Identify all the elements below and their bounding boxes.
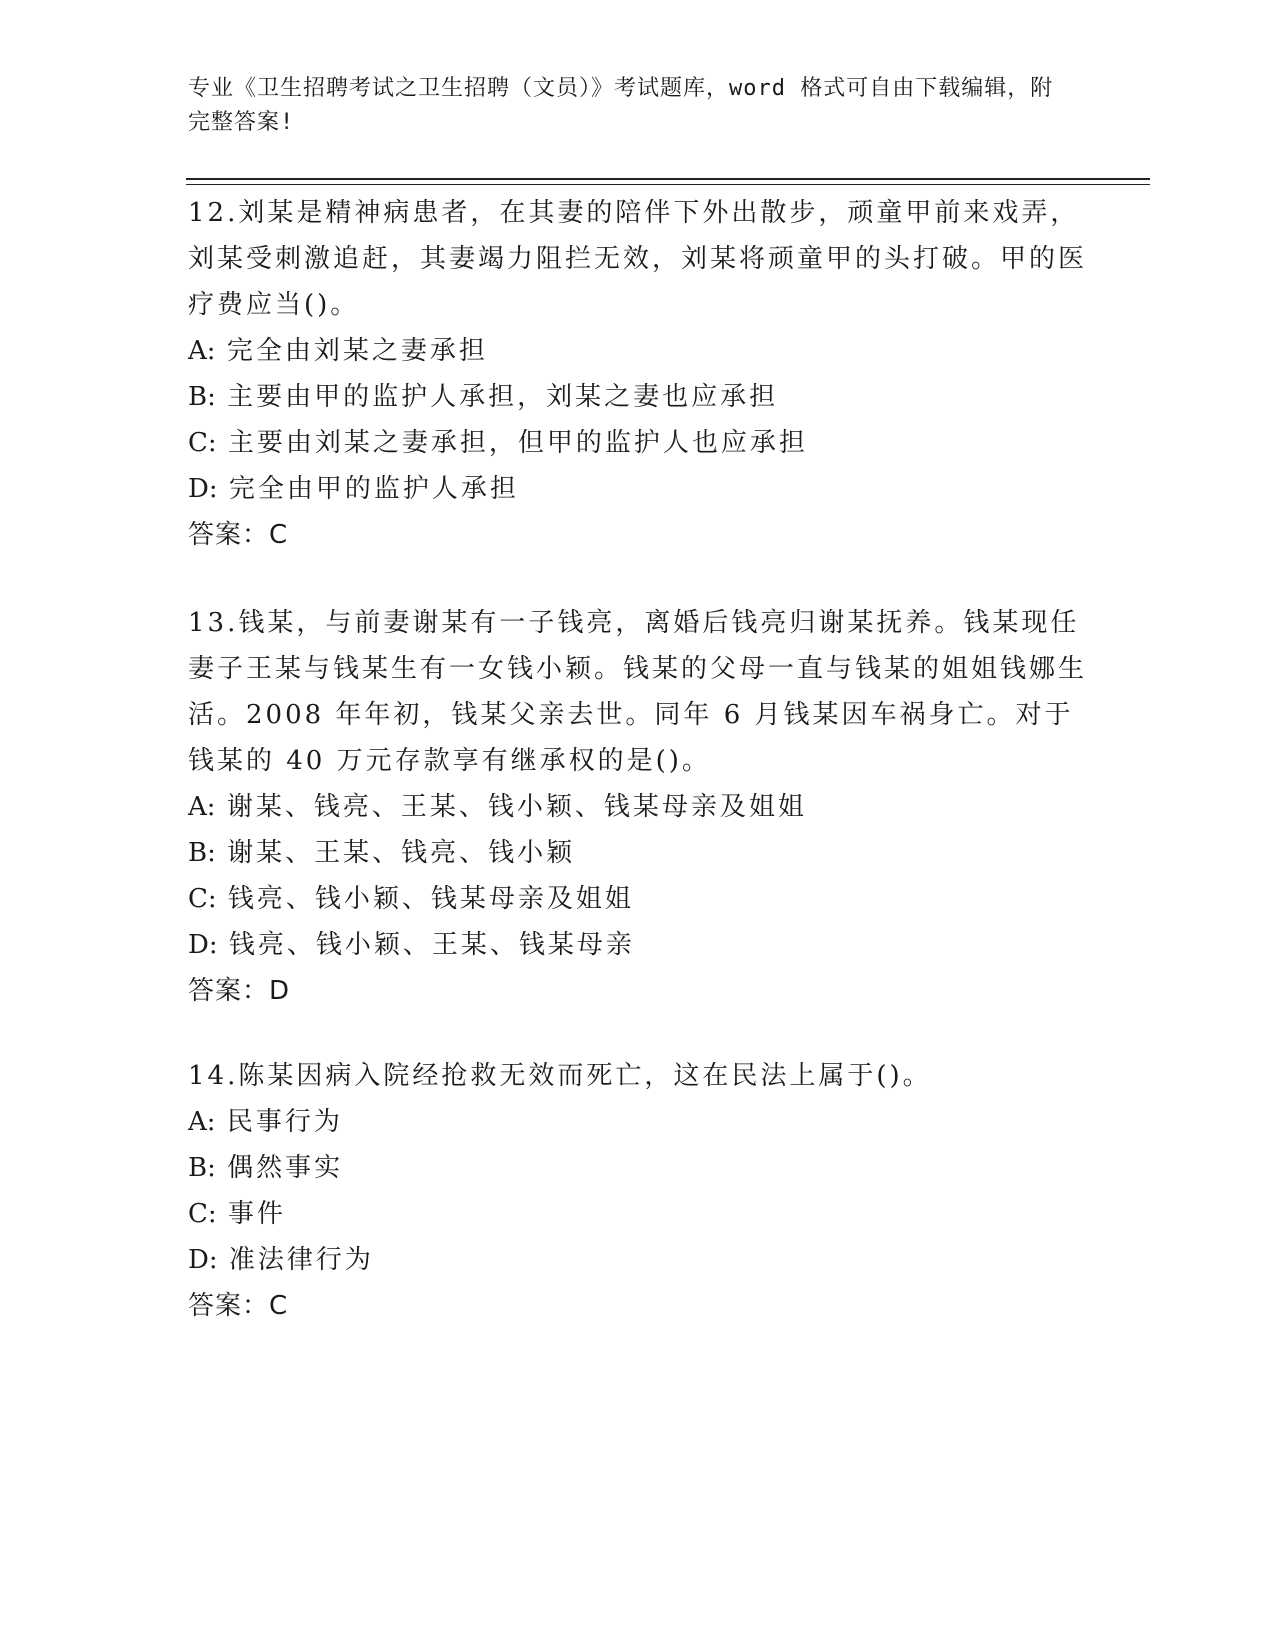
option-a: [188, 784, 1088, 830]
question-stem: 14.陈某因病入院经抢救无效而死亡，这在民法上属于()。: [188, 1061, 932, 1091]
option-letter: B:: [188, 838, 216, 868]
question-14: [188, 1053, 1088, 1329]
question-12: [188, 190, 1088, 558]
option-letter: B:: [188, 1153, 216, 1183]
header-divider-thick: [186, 178, 1150, 180]
option-text: 民事行为: [226, 1107, 343, 1137]
option-c: [188, 1191, 1088, 1237]
option-letter: C:: [188, 884, 217, 914]
option-text: 主要由刘某之妻承担，但甲的监护人也应承担: [227, 428, 808, 458]
option-text: 完全由刘某之妻承担: [226, 336, 488, 366]
option-text: 谢某、王某、钱亮、钱小颖: [227, 838, 576, 868]
option-text: 偶然事实: [227, 1153, 344, 1183]
option-letter: A:: [188, 336, 216, 366]
option-letter: A:: [188, 792, 216, 822]
option-b: [188, 830, 1088, 876]
answer-line: 答案：C: [188, 1291, 289, 1321]
option-d: [188, 466, 1088, 512]
document-header: 专业《卫生招聘考试之卫生招聘（文员）》考试题库，word 格式可自由下载编辑，附完整答案!: [188, 76, 1054, 135]
option-letter: D:: [188, 930, 218, 960]
answer-line: 答案：C: [188, 520, 289, 550]
option-text: 主要由甲的监护人承担，刘某之妻也应承担: [227, 382, 779, 412]
question-stem: 12.刘某是精神病患者，在其妻的陪伴下外出散步，顽童甲前来戏弄，刘某受刺激追赶，其妻竭力阻拦无效，刘某将顽童甲的头打破。甲的医疗费应当()。: [188, 198, 1088, 320]
option-text: 事件: [227, 1199, 286, 1229]
question-13: [188, 600, 1088, 1014]
option-b: [188, 374, 1088, 420]
option-text: 准法律行为: [228, 1245, 374, 1275]
option-letter: C:: [188, 428, 217, 458]
option-letter: D:: [188, 1245, 218, 1275]
header-divider-thin: [186, 184, 1150, 185]
answer-line: 答案：D: [188, 976, 291, 1006]
question-stem: 13.钱某，与前妻谢某有一子钱亮，离婚后钱亮归谢某抚养。钱某现任妻子王某与钱某生有一女钱小颖。钱某的父母一直与钱某的姐姐钱娜生活。2008 年年初，钱某父亲去世。同年 6 月钱某因车祸身亡。对于钱某的 40 万元存款享有继承权的是()。: [188, 608, 1088, 776]
option-text: 钱亮、钱小颖、钱某母亲及姐姐: [227, 884, 634, 914]
option-a: [188, 328, 1088, 374]
option-d: [188, 922, 1088, 968]
option-d: [188, 1237, 1088, 1283]
option-letter: A:: [188, 1107, 216, 1137]
option-text: 完全由甲的监护人承担: [228, 474, 519, 504]
option-text: 钱亮、钱小颖、王某、钱某母亲: [228, 930, 635, 960]
option-c: [188, 876, 1088, 922]
option-c: [188, 420, 1088, 466]
option-b: [188, 1145, 1088, 1191]
option-text: 谢某、钱亮、王某、钱小颖、钱某母亲及姐姐: [226, 792, 807, 822]
option-letter: D:: [188, 474, 218, 504]
option-a: [188, 1099, 1088, 1145]
option-letter: B:: [188, 382, 216, 412]
option-letter: C:: [188, 1199, 217, 1229]
